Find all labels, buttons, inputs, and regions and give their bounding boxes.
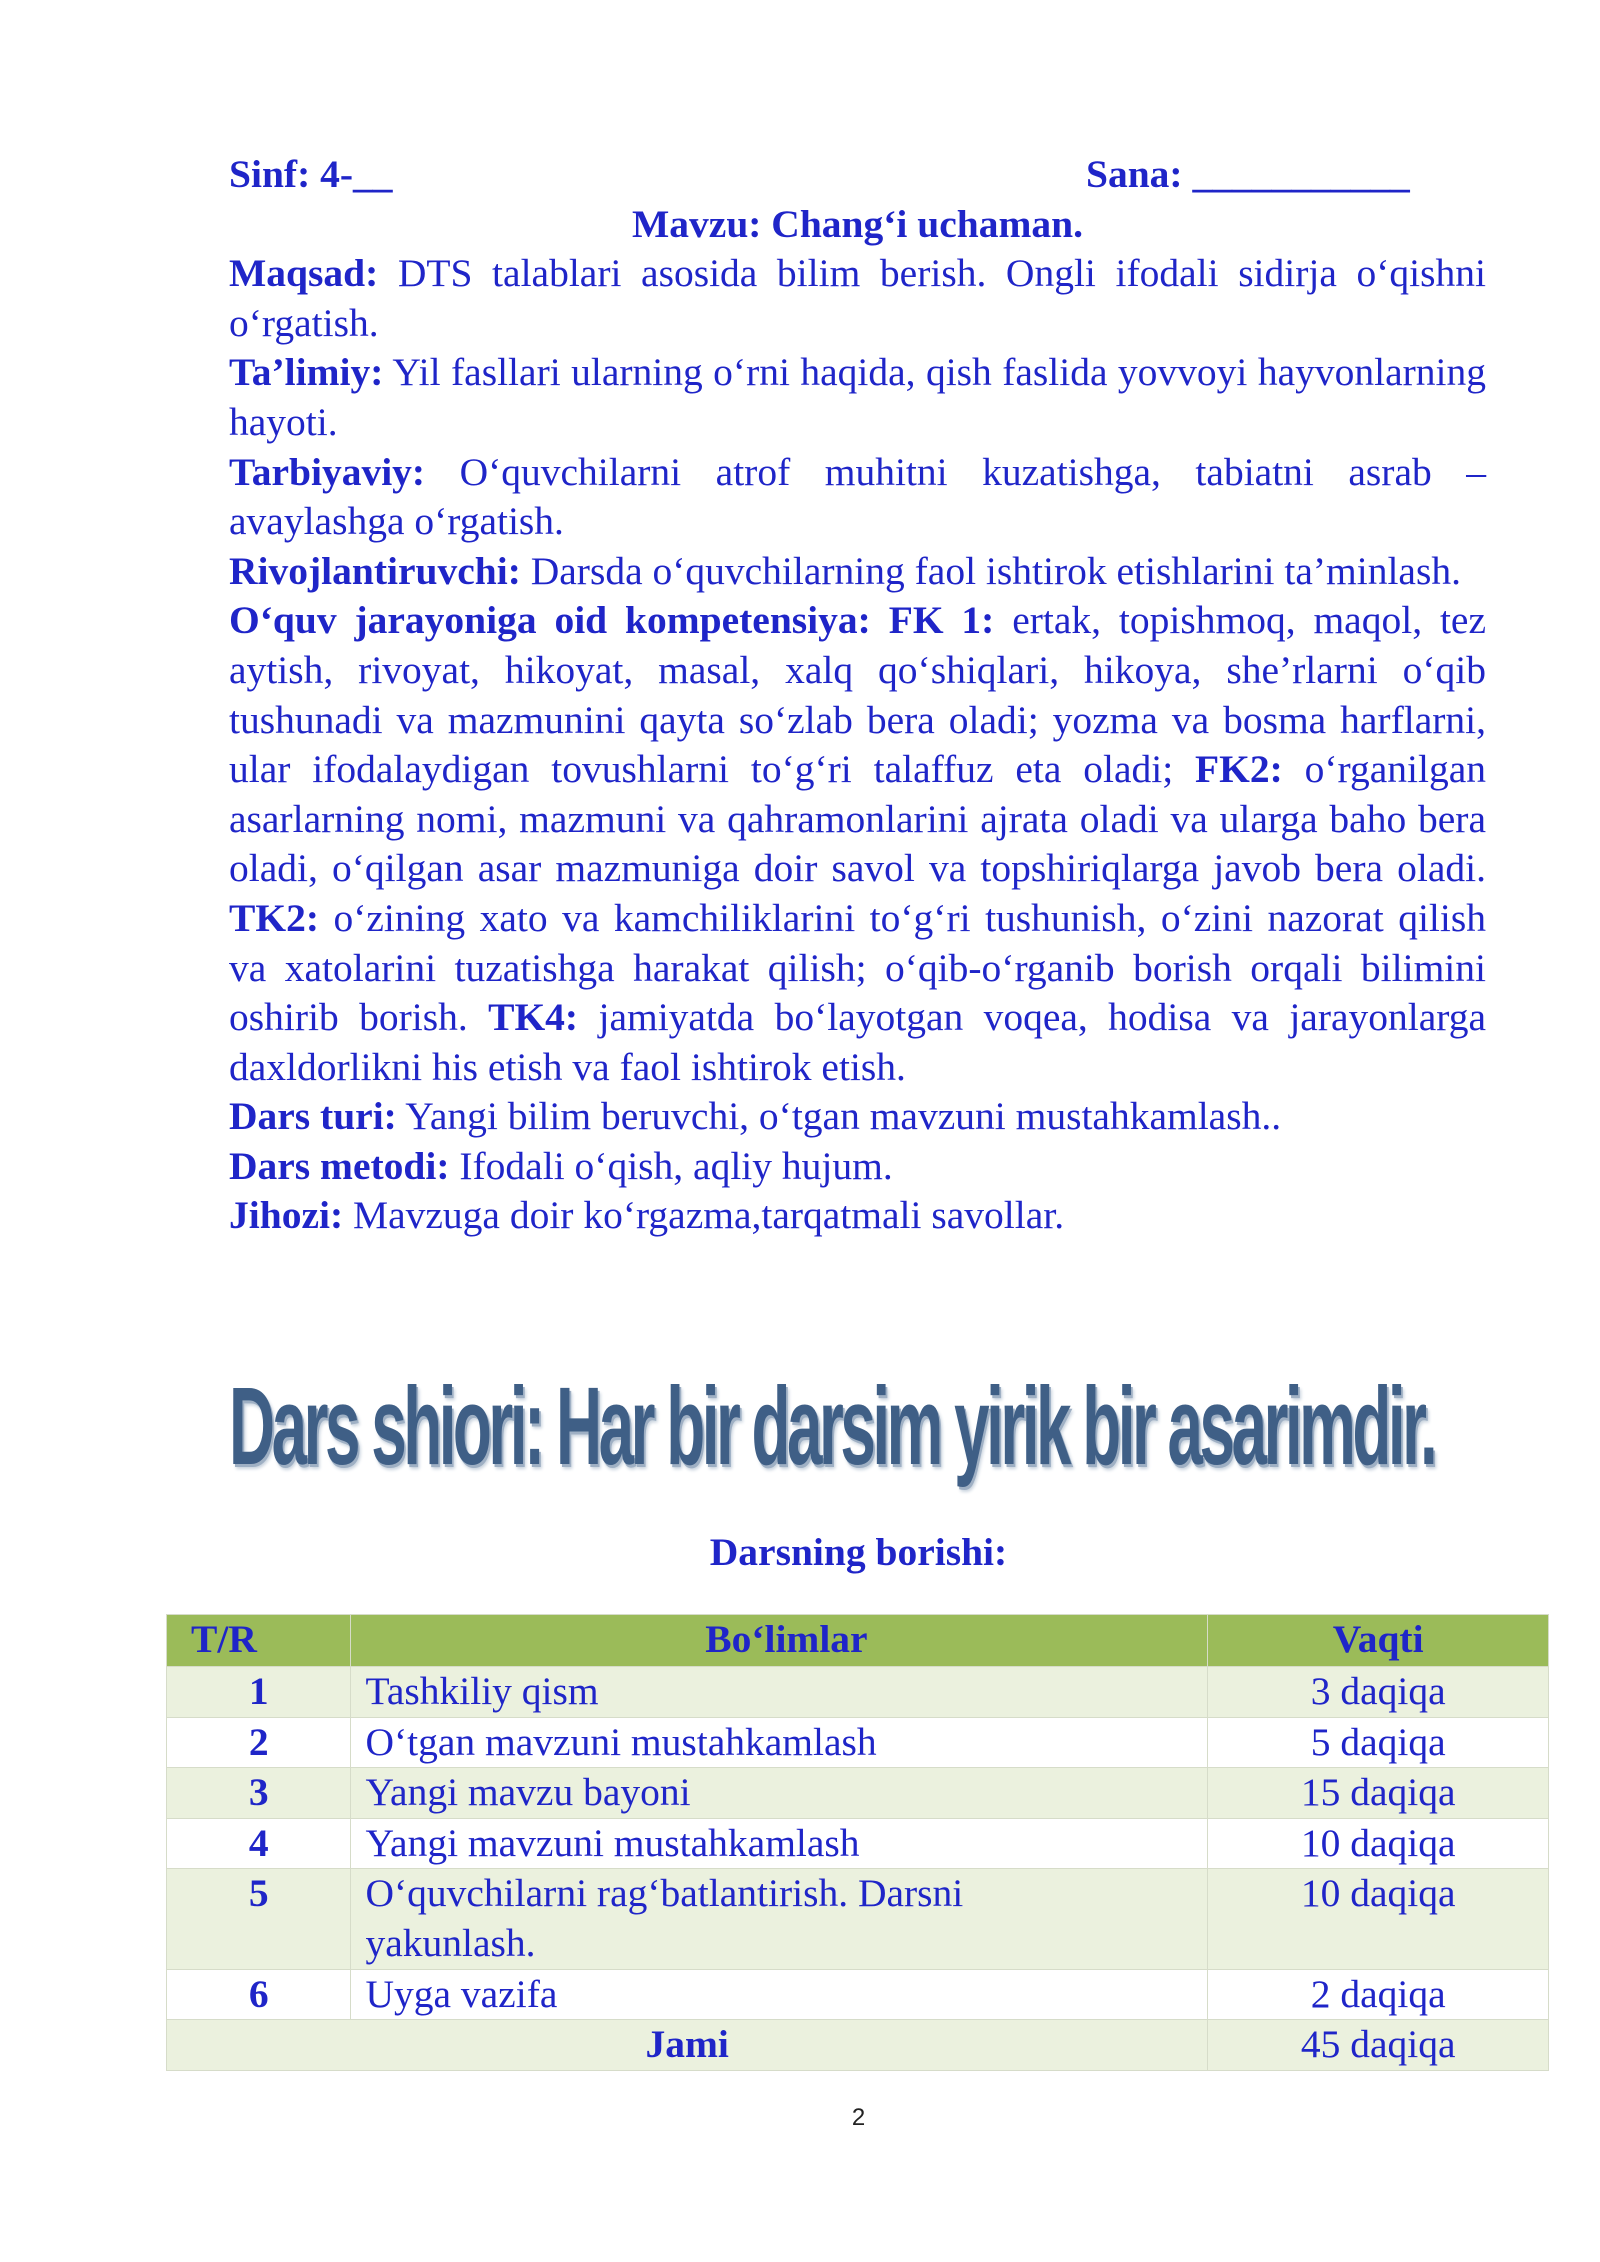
lesson-type-text: Yangi bilim beruvchi, o‘tgan mavzuni mustahkamlash.. bbox=[396, 1094, 1282, 1139]
table-row bbox=[167, 1869, 1549, 1969]
lesson-type-label: Dars turi: bbox=[229, 1094, 397, 1139]
table-header-row bbox=[167, 1615, 1549, 1667]
equipment-text: Mavzuga doir ko‘rgazma,tarqatmali savollar. bbox=[343, 1193, 1065, 1238]
aim-paragraph bbox=[229, 249, 1486, 348]
developing-label: Rivojlantiruvchi: bbox=[229, 548, 521, 593]
row-section: O‘tgan mavzuni mustahkamlash bbox=[351, 1717, 1208, 1768]
developing-paragraph bbox=[229, 547, 1486, 597]
table-row bbox=[167, 1667, 1549, 1718]
lesson-method-label: Dars metodi: bbox=[229, 1143, 450, 1188]
tk2-label: TK2: bbox=[229, 895, 319, 940]
table-row bbox=[167, 1818, 1549, 1869]
row-time: 10 daqiqa bbox=[1208, 1818, 1549, 1869]
date-label: Sana: ___________ bbox=[1086, 152, 1410, 196]
class-label: Sinf: 4-__ bbox=[229, 152, 393, 196]
aim-label: Maqsad: bbox=[229, 251, 379, 296]
lesson-method-text: Ifodali o‘qish, aqliy hujum. bbox=[449, 1143, 893, 1188]
row-time: 15 daqiqa bbox=[1208, 1768, 1549, 1819]
upbringing-text: O‘quvchilarni atrof muhitni kuzatishga, tabiatni asrab – avaylashga o‘rgatish. bbox=[229, 449, 1486, 544]
row-section: Tashkiliy qism bbox=[351, 1667, 1208, 1718]
equipment-paragraph bbox=[229, 1191, 1486, 1241]
lesson-type-paragraph bbox=[229, 1092, 1486, 1142]
tk4-text: jamiyatda bo‘layotgan voqea, hodisa va jarayonlarga daxldorlikni his etish va faol ishtirok etish. bbox=[229, 995, 1486, 1089]
row-time: 5 daqiqa bbox=[1208, 1717, 1549, 1768]
header-num: T/R bbox=[167, 1615, 351, 1667]
fk2-label: FK2: bbox=[1195, 747, 1283, 792]
upbringing-label: Tarbiyaviy: bbox=[229, 449, 426, 494]
educational-label: Ta’limiy: bbox=[229, 350, 384, 395]
lesson-plan-text bbox=[229, 150, 1486, 1241]
row-section: Uyga vazifa bbox=[351, 1969, 1208, 2020]
developing-text: Darsda o‘quvchilarning faol ishtirok etishlarini ta’minlash. bbox=[520, 548, 1461, 593]
plan-title: Darsning borishi: bbox=[709, 1530, 1008, 1574]
header-line bbox=[229, 150, 1486, 200]
row-num: 5 bbox=[167, 1869, 351, 1969]
aim-text: DTS talablari asosida bilim berish. Ongli ifodali sidirja o‘qishni o‘rgatish. bbox=[229, 251, 1486, 345]
row-num: 3 bbox=[167, 1768, 351, 1819]
header-time: Vaqti bbox=[1208, 1615, 1549, 1667]
table-row bbox=[167, 1768, 1549, 1819]
row-num: 6 bbox=[167, 1969, 351, 2020]
page-number: 2 bbox=[851, 2104, 866, 2131]
lesson-method-paragraph bbox=[229, 1142, 1486, 1192]
upbringing-paragraph bbox=[229, 448, 1486, 547]
tk2-text: o‘zining xato va kamchiliklarini to‘g‘ri tushunish, o‘zini nazorat qilish va xatolarini tuzatishga harakat qilish; o‘qib-o‘rganib borish orqali bilimini oshirib borish. bbox=[229, 895, 1486, 1040]
equipment-label: Jihozi: bbox=[229, 1193, 344, 1238]
header-section: Bo‘limlar bbox=[351, 1615, 1208, 1667]
table-row bbox=[167, 1969, 1549, 2020]
row-section: Yangi mavzu bayoni bbox=[351, 1768, 1208, 1819]
competence-paragraph bbox=[229, 596, 1486, 1092]
tk4-label: TK4: bbox=[488, 995, 579, 1040]
topic-title: Mavzu: Chang‘i uchaman. bbox=[632, 201, 1083, 246]
fk2-text: o‘rganilgan asarlarning nomi, mazmuni va qahramonlarini ajrata oladi va ularga baho bera oladi, o‘qilgan asar mazmuniga doir savol va topshiriqlarga javob bera oladi. bbox=[229, 747, 1487, 891]
row-num: 4 bbox=[167, 1818, 351, 1869]
lesson-slogan: Dars shiori: Har bir darsim yirik bir asarimdir. bbox=[229, 1365, 1435, 1488]
lesson-plan-table bbox=[166, 1614, 1549, 2071]
row-time: 10 daqiqa bbox=[1208, 1869, 1549, 1969]
row-section: O‘quvchilarni rag‘batlantirish. Darsni yakunlash. bbox=[351, 1869, 1208, 1969]
row-section: Yangi mavzuni mustahkamlash bbox=[351, 1818, 1208, 1869]
row-num: 1 bbox=[167, 1667, 351, 1718]
table-row bbox=[167, 1717, 1549, 1768]
competence-label: O‘quv jarayoniga oid kompetensiya: FK 1: bbox=[229, 598, 995, 643]
row-time: 2 daqiqa bbox=[1208, 1969, 1549, 2020]
total-label: Jami bbox=[167, 2020, 1208, 2071]
fk1-text: ertak, topishmoq, maqol, tez aytish, rivoyat, hikoyat, masal, xalq qo‘shiqlari, hikoya, she’rlarni o‘qib tushunadi va mazmunini qayta so‘zlab bera oladi; yozma va bosma harflarni, ular ifodalaydigan tovushlarni to‘g‘ri talaffuz eta oladi; bbox=[229, 598, 1486, 792]
table-total-row bbox=[167, 2020, 1549, 2071]
total-time: 45 daqiqa bbox=[1208, 2020, 1549, 2071]
row-time: 3 daqiqa bbox=[1208, 1667, 1549, 1718]
educational-paragraph bbox=[229, 348, 1486, 447]
row-num: 2 bbox=[167, 1717, 351, 1768]
educational-text: Yil fasllari ularning o‘rni haqida, qish faslida yovvoyi hayvonlarning hayoti. bbox=[229, 350, 1486, 444]
